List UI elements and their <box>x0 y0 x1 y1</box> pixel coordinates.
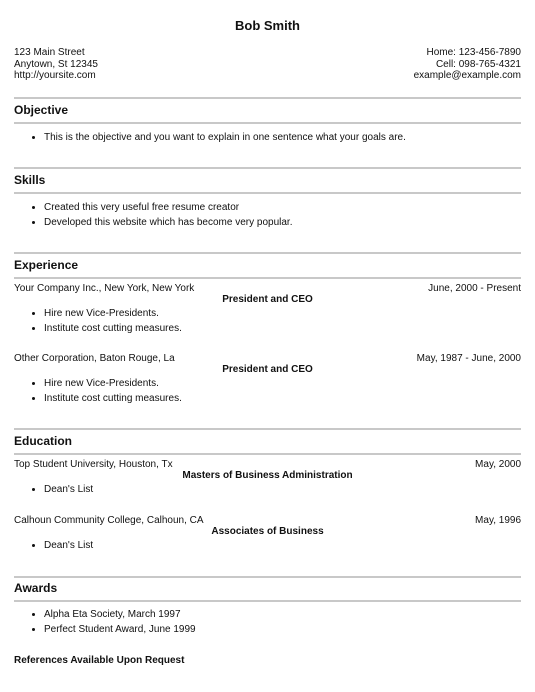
school-honors-list <box>30 538 93 553</box>
job-duties-list <box>30 306 182 336</box>
job-dates: June, 2000 - Present <box>428 283 521 294</box>
home-phone: Home: 123-456-7890 <box>426 47 521 58</box>
divider <box>14 122 521 124</box>
resume-name: Bob Smith <box>235 18 300 33</box>
education-heading: Education <box>14 434 73 448</box>
school-date: May, 1996 <box>475 515 521 526</box>
degree-title: Associates of Business <box>211 526 324 537</box>
address-block <box>14 47 98 82</box>
list-item: • Institute cost cutting measures. <box>44 321 182 336</box>
awards-list <box>30 607 196 637</box>
divider <box>14 277 521 279</box>
job-position: President and CEO <box>222 294 313 305</box>
school-date: May, 2000 <box>475 459 521 470</box>
list-item: • Created this very useful free resume creator <box>44 200 292 215</box>
address-line-2: Anytown, St 12345 <box>14 58 98 70</box>
list-item: • Perfect Student Award, June 1999 <box>44 622 196 637</box>
degree-title: Masters of Business Administration <box>182 470 353 481</box>
list-item: • Dean's List <box>44 538 93 553</box>
divider <box>14 192 521 194</box>
divider <box>14 428 521 430</box>
school-honors-list <box>30 482 93 497</box>
experience-heading: Experience <box>14 258 79 272</box>
divider <box>14 252 521 254</box>
job-dates: May, 1987 - June, 2000 <box>416 353 521 364</box>
cell-phone: Cell: 098-765-4321 <box>435 58 521 70</box>
school-name: Top Student University, Houston, Tx <box>14 459 173 470</box>
job-duties-list <box>30 376 182 406</box>
list-item: • Developed this website which has become very popular. <box>44 215 292 230</box>
list-item: • Hire new Vice-Presidents. <box>44 376 182 391</box>
objective-heading: Objective <box>14 103 69 117</box>
email-link[interactable]: example@example.com <box>413 70 521 81</box>
school-name: Calhoun Community College, Calhoun, CA <box>14 515 204 526</box>
list-item: • Dean's List <box>44 482 93 497</box>
job-company: Your Company Inc., New York, New York <box>14 283 195 294</box>
address-line-1: 123 Main Street <box>14 47 85 58</box>
divider <box>14 576 521 578</box>
divider <box>14 600 521 602</box>
objective-list <box>30 130 406 145</box>
references-note: References Available Upon Request <box>14 655 185 666</box>
job-company: Other Corporation, Baton Rouge, La <box>14 353 175 364</box>
list-item: • Hire new Vice-Presidents. <box>44 306 182 321</box>
divider <box>14 167 521 169</box>
list-item: • This is the objective and you want to explain in one sentence what your goals are. <box>44 130 406 145</box>
website-link[interactable]: http://yoursite.com <box>14 70 96 81</box>
skills-heading: Skills <box>14 173 46 187</box>
divider <box>14 453 521 455</box>
list-item: • Alpha Eta Society, March 1997 <box>44 607 196 622</box>
skills-list <box>30 200 292 230</box>
list-item: • Institute cost cutting measures. <box>44 391 182 406</box>
divider <box>14 97 521 99</box>
job-position: President and CEO <box>222 364 313 375</box>
awards-heading: Awards <box>14 581 58 595</box>
contact-block <box>414 47 521 82</box>
